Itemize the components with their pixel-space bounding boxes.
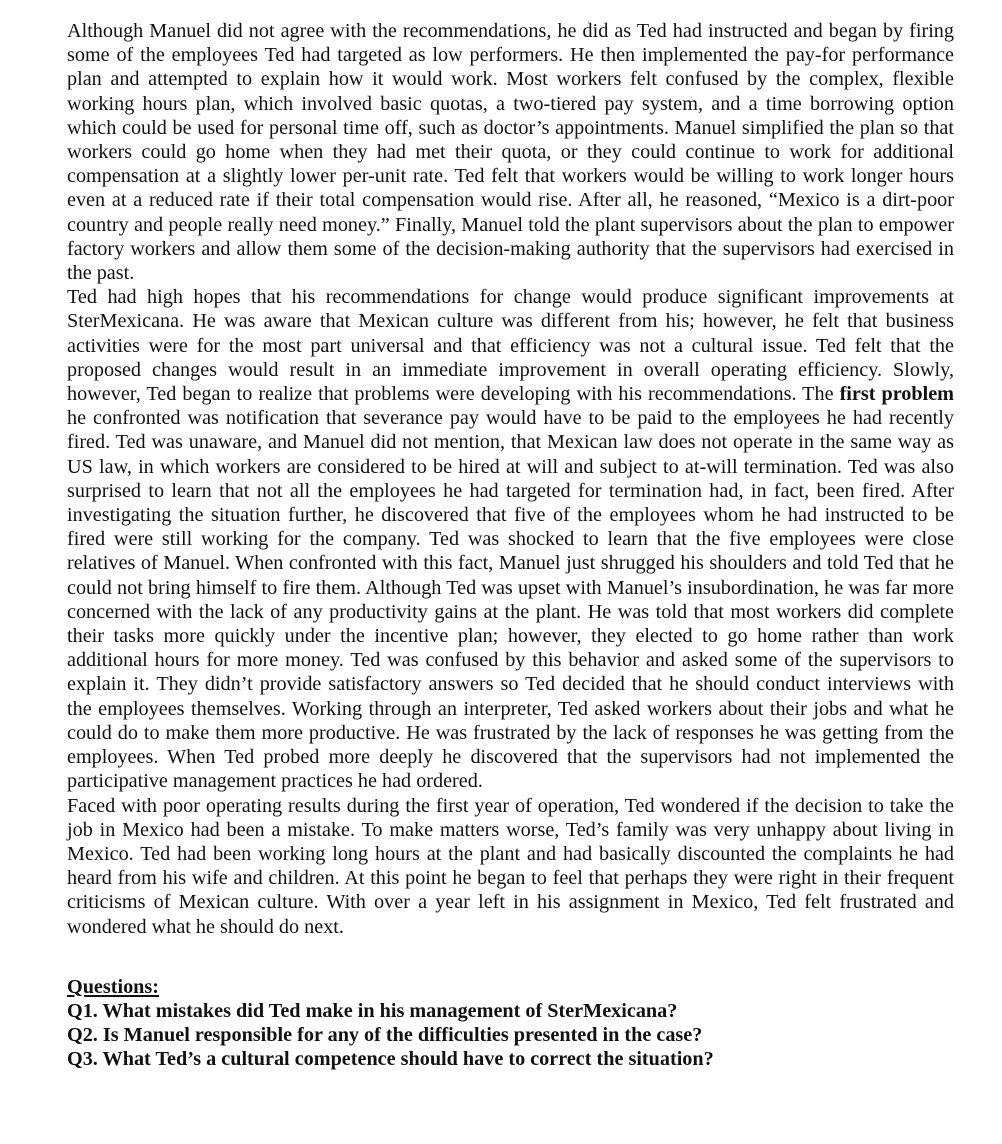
- question-2: Q2. Is Manuel responsible for any of the difficulties presented in the case?: [67, 1024, 703, 1047]
- section-spacer: [67, 939, 954, 975]
- question-1: Q1. What mistakes did Ted make in his management of SterMexicana?: [67, 999, 678, 1022]
- paragraph-2-bold-phrase: first problem: [839, 383, 954, 406]
- paragraph-1: Although Manuel did not agree with the recommendations, he did as Ted had instructed and began by firing some of the employees Ted had targeted as low performers. He then implemented the pay-for performance plan and attempted to explain how it would work. Most workers felt confused by the complex, flexible working hours plan, which involved basic quotas, a two-tiered pay system, and a time borrowing option which could be used for personal time off, such as doctor’s appointments. Manuel simplified the plan so that workers could go home when they had met their quota, or they could continue to work for additional compensation at a slightly lower per-unit rate. Ted felt that workers would be willing to work longer hours even at a reduced rate if their total compensation would rise. After all, he reasoned, “Mexico is a dirt-poor country and people really need money.” Finally, Manuel told the plant supervisors about the plan to empower factory workers and allow them some of the decision-making authority that the supervisors had exercised in the past.: [67, 20, 954, 285]
- paragraph-3: Faced with poor operating results during the first year of operation, Ted wondered if the decision to take the job in Mexico had been a mistake. To make matters worse, Ted’s family was very unhappy about living in Mexico. Ted had been working long hours at the plant and had basically discounted the complaints he had heard from his wife and children. At this point he began to feel that perhaps they were right in their frequent criticisms of Mexican culture. With over a year left in his assignment in Mexico, Ted felt frustrated and wondered what he should do next.: [67, 794, 954, 938]
- paragraph-2-text-b: he confronted was notification that severance pay would have to be paid to the employees he had recently fired. Ted was unaware, and Manuel did not mention, that Mexican law does not operate in the same way as US law, in which workers are considered to be hired at will and subject to at-will termination. Ted was also surprised to learn that not all the employees he had targeted for termination had, in fact, been fired. After investigating the situation further, he discovered that five of the employees whom he had instructed to be fired were still working for the company. Ted was shocked to learn that the five employees were close relatives of Manuel. When confronted with this fact, Manuel just shrugged his shoulders and told Ted that he could not bring himself to fire them. Although Ted was upset with Manuel’s insubordination, he was far more concerned with the lack of any productivity gains at the plant. He was told that most workers did complete their tasks more quickly under the incentive plan; however, they elected to go home rather than work additional hours for more money. Ted was confused by this behavior and asked some of the supervisors to explain it. They didn’t provide satisfactory answers so Ted decided that he should conduct interviews with the employees themselves. Working through an interpreter, Ted asked workers about their jobs and what he could do to make them more productive. He was frustrated by the lack of responses he was getting from the employees. When Ted probed more deeply he discovered that the supervisors had not implemented the participative management practices he had ordered.: [67, 407, 954, 793]
- paragraph-2: [67, 285, 954, 793]
- question-3: Q3. What Ted’s a cultural competence should have to correct the situation?: [67, 1048, 714, 1071]
- document-page: [67, 19, 954, 1072]
- paragraph-2-text-a: Ted had high hopes that his recommendations for change would produce significant improvements at SterMexicana. He was aware that Mexican culture was different from his; however, he felt that business activities were for the most part universal and that efficiency was not a cultural issue. Ted felt that the proposed changes would result in an immediate improvement in overall operating efficiency. Slowly, however, Ted began to realize that problems were developing with his recommendations. The: [67, 286, 954, 406]
- questions-heading: Questions:: [67, 975, 159, 998]
